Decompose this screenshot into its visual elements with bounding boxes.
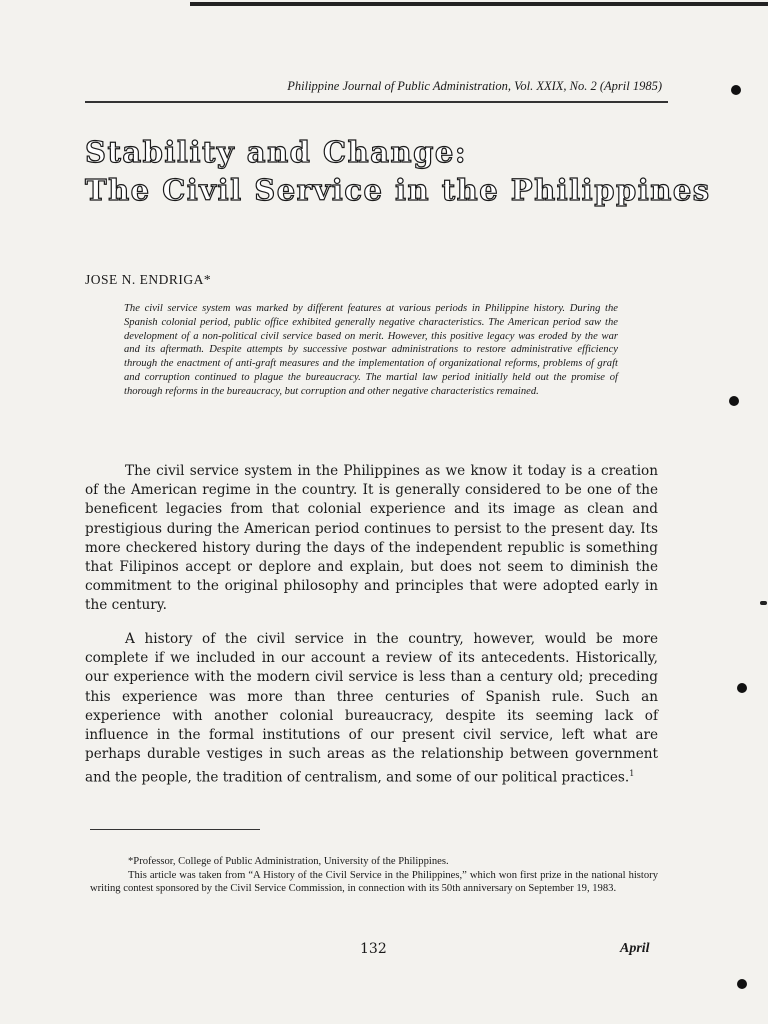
punch-hole-mark xyxy=(737,683,747,693)
footnote-author: *Professor, College of Public Administration, University of the Philippines. xyxy=(128,856,449,867)
journal-header: Philippine Journal of Public Administration, Vol. XXIX, No. 2 (April 1985) xyxy=(287,79,662,93)
footnote-source: This article was taken from “A History of the Civil Service in the Philippines,” which won first prize in the national history writing contest sponsored by the Civil Service Commission, in connection with its 50th anniversary on September 19, 1983. xyxy=(90,869,658,894)
abstract: The civil service system was marked by different features at various periods in Philippine history. During the Spanish colonial period, public office exhibited generally negative characteristics. The American period saw the development of a non-political civil service based on merit. However, this positive legacy was eroded by the war and its aftermath. Despite attempts by successive postwar administrations to restore administrative efficiency through the enactment of anti-graft measures and the implementation of organizational reforms, problems of graft and corruption continued to plague the bureaucracy. The martial law period initially held out the promise of thorough reforms in the bureaucracy, but corruption and other negative characteristics remained. xyxy=(124,303,618,397)
edge-mark xyxy=(760,601,767,605)
punch-hole-mark xyxy=(731,85,741,95)
author-name: JOSE N. ENDRIGA* xyxy=(85,272,212,287)
body-paragraph-1 xyxy=(85,462,658,616)
title-line-2: The Civil Service in the Philippines xyxy=(85,173,711,207)
punch-hole-mark xyxy=(737,979,747,989)
body-paragraph-2 xyxy=(85,630,658,788)
header-rule xyxy=(85,101,668,103)
footnote-rule xyxy=(90,829,260,830)
article-title xyxy=(85,133,711,209)
page-number: 132 xyxy=(360,941,387,957)
footnotes xyxy=(90,855,658,896)
punch-hole-mark xyxy=(729,396,739,406)
paragraph-1-text: The civil service system in the Philippines as we know it today is a creation of the American regime in the country. It is generally considered to be one of the beneficent legacies from that colonial experience and its image as clean and prestigious during the American period continues to persist to the present day. Its more checkered history during the days of the independent republic is something that Filipinos accept or deplore and explain, but does not seem to diminish the commitment to the original philosophy and principles that were adopted early in the century. xyxy=(85,463,658,614)
top-border-rule xyxy=(190,2,768,6)
paragraph-2-text: A history of the civil service in the country, however, would be more complete if we included in our account a review of its antecedents. Historically, our experience with the modern civil service is less than a century old; preceding this experience was more than three centuries of Spanish rule. Such an experience with another colonial bureaucracy, despite its seeming lack of influence in the formal institutions of our present civil service, left what are perhaps durable vestiges in such areas as the relationship between government and the people, the tradition of centralism, and some of our political practices. xyxy=(85,631,658,786)
footnote-ref: 1 xyxy=(629,769,635,779)
running-foot: April xyxy=(620,941,650,956)
title-line-1: Stability and Change: xyxy=(85,135,468,169)
